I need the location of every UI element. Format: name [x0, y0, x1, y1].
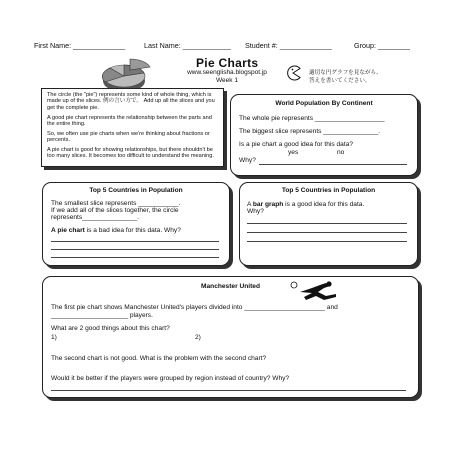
- info-paragraph-4: A pie chart is good for showing relationships, but there shouldn't be too many slices. It becomes too difficult to understand the meaning.: [47, 147, 214, 160]
- answer-line[interactable]: [259, 164, 407, 165]
- question-first-chart-cont: _____________________ players.: [51, 312, 153, 319]
- student-number-field[interactable]: Student #: _____________: [245, 41, 332, 50]
- group-field[interactable]: Group: ________: [354, 41, 410, 50]
- section-title: World Population By Continent: [275, 100, 373, 107]
- pacman-icon: [285, 65, 301, 81]
- first-name-field[interactable]: First Name: _____________: [34, 41, 126, 50]
- top5-pie-section: [42, 182, 230, 266]
- answer-line[interactable]: [247, 223, 407, 224]
- top5-bar-section: [239, 182, 418, 266]
- section-title: Top 5 Countries in Population: [281, 187, 376, 194]
- answer-line[interactable]: [247, 232, 407, 233]
- question-good-idea: Is a pie chart a good idea for this data?: [239, 141, 353, 148]
- answer-line[interactable]: [51, 390, 406, 391]
- jp-line-2: 答えを書いてください。: [309, 77, 371, 84]
- question-text: A: [247, 201, 253, 208]
- manchester-united-section: [42, 276, 419, 398]
- question-text: is a bad idea for this data. Why?: [84, 227, 181, 234]
- info-paragraph-2: A good pie chart represents the relationship between the parts and the entire thing.: [47, 114, 212, 128]
- section-title: Manchester United: [201, 283, 260, 290]
- question-bar-graph: [247, 201, 364, 209]
- bold-term: bar graph: [252, 201, 284, 208]
- answer-line[interactable]: [51, 249, 219, 250]
- question-good-things: What are 2 good things about this chart?: [51, 325, 170, 332]
- question-grouped-by-region: Would it be better if the players were grouped by region instead of country? Why?: [51, 375, 290, 382]
- website-link[interactable]: www.seenglisha.blogspot.jp: [187, 69, 267, 76]
- world-population-section: [230, 94, 418, 176]
- question-second-chart: The second chart is not good. What is the problem with the second chart?: [51, 355, 267, 362]
- week-label: Week 1: [216, 77, 238, 84]
- page-title: Pie Charts: [196, 56, 259, 70]
- question-circle-represents: represents_______________.: [51, 214, 139, 221]
- jp-line-1: 適切な円グラフを見ながら、: [309, 70, 382, 76]
- question-pie-bad-idea: [51, 227, 181, 235]
- answer-line[interactable]: [247, 241, 407, 242]
- question-biggest-slice: The biggest slice represents _______________.: [239, 128, 381, 135]
- japanese-instruction: [309, 70, 382, 85]
- question-smallest-slice: The smallest slice represents ___________.: [51, 200, 181, 207]
- no-option[interactable]: no: [337, 149, 345, 156]
- info-paragraph-1: The circle (the "pie") represents some kind of whole thing, which is made up of the slices. 例の言い方で。 Add up all the slices and you get the complete pie.: [47, 92, 215, 111]
- last-name-field[interactable]: Last Name: ____________: [144, 41, 231, 50]
- info-box: [41, 88, 224, 167]
- bold-term: A pie chart: [51, 227, 85, 234]
- answer-line[interactable]: [51, 257, 219, 258]
- why-label: Why?: [239, 157, 256, 164]
- answer-line[interactable]: [51, 241, 219, 242]
- why-label: Why?: [247, 208, 264, 215]
- answer-number-2: 2): [195, 334, 201, 341]
- question-whole-pie: The whole pie represents ___________________: [239, 115, 385, 122]
- yes-option[interactable]: yes: [288, 149, 299, 156]
- info-paragraph-3: So, we often use pie charts when we're thinking about fractions or percents.: [47, 130, 210, 144]
- answer-number-1: 1): [51, 334, 57, 341]
- section-title: Top 5 Countries in Population: [89, 187, 183, 194]
- question-add-slices: If we add all of the slices together, the circle: [51, 207, 179, 214]
- soccer-player-icon: [290, 280, 338, 304]
- question-text: is a good idea for this data.: [283, 201, 365, 208]
- question-first-chart: The first pie chart shows Manchester United's players divided into ______________________ and: [51, 304, 338, 311]
